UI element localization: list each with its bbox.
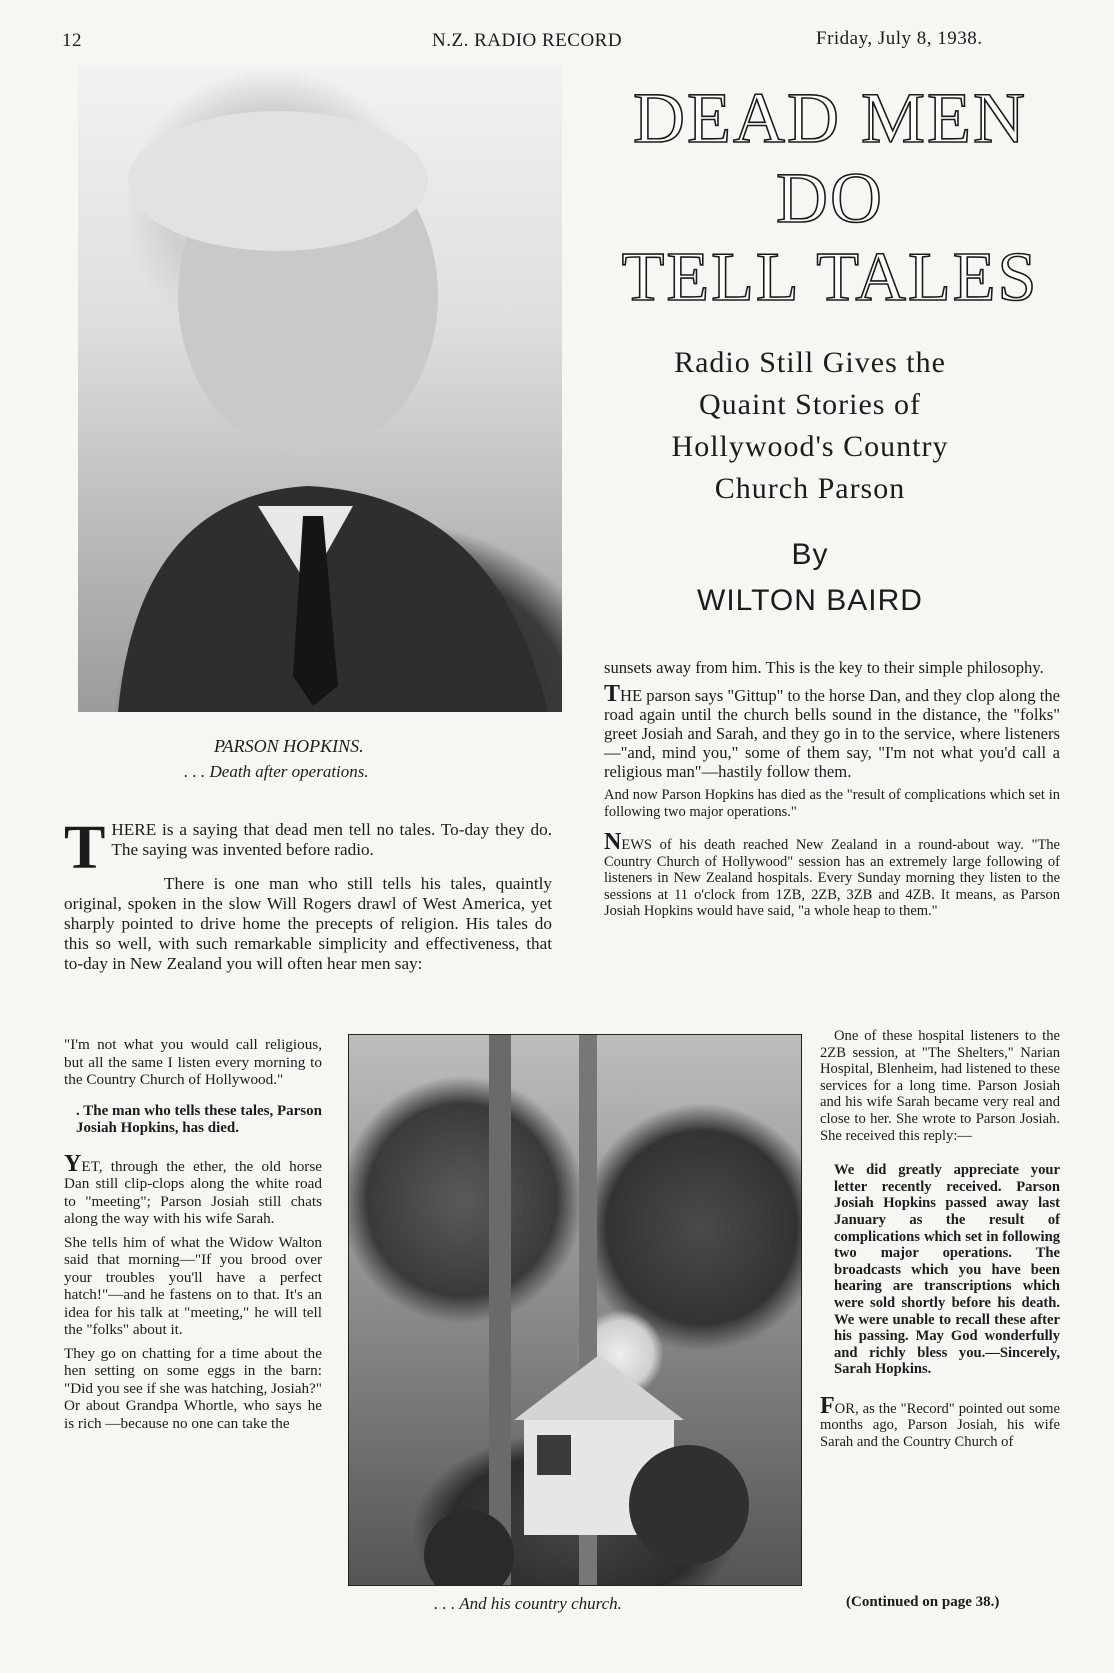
church-caption: . . . And his country church. xyxy=(434,1594,622,1613)
continued-note: (Continued on page 38.) xyxy=(846,1594,1000,1610)
country-church-photo xyxy=(348,1034,802,1586)
headline-line-3: TELL TALES xyxy=(621,239,1039,316)
portrait-caption-name: PARSON HOPKINS. xyxy=(214,736,364,756)
died-note: . The man who tells these tales, Parson Josiah Hopkins, has died. xyxy=(76,1102,322,1136)
parson-hopkins-photo xyxy=(78,66,562,712)
headline-line-1: DEAD MEN xyxy=(633,78,1027,158)
portrait-illustration xyxy=(78,66,562,712)
subtitle-line-3: Hollywood's Country xyxy=(671,430,949,463)
parson-paragraph: THE parson says "Gittup" to the horse Dan, and they clop along the road again until the church bells sound in the distance, the "folks" greet Josiah and Sarah, and they go in to the service, where listeners—"and, mind you," some of them say, "I'm not what you'd call a religious man"—hastily follow them. xyxy=(604,681,1060,781)
byline-author: WILTON BAIRD xyxy=(697,584,923,617)
church-illustration xyxy=(349,1035,801,1585)
chatting-paragraph: They go on chatting for a time about the hen setting on some eggs in the barn: "Did you see if she was hatching, Josiah?" Or about Grandpa Whortle, who says he is rich —because no one can take the xyxy=(64,1344,322,1432)
issue-date: Friday, July 8, 1938. xyxy=(816,28,983,49)
subtitle-line-1: Radio Still Gives the xyxy=(674,346,946,379)
intro-paragraph: THERE is a saying that dead men tell no tales. To-day they do. The saying was invented before radio. xyxy=(64,814,552,882)
and-now-paragraph: And now Parson Hopkins has died as the "result of complications which set in following two major operations." xyxy=(604,787,1060,820)
news-paragraph: NEWS of his death reached New Zealand in a round-about way. "The Country Church of Hollywood" session has an extremely large following of listeners in New Zealand hospitals. Every Sunday morning they listen to the sessions at 11 o'clock from 1ZB, 2ZB, 3ZB and 4ZB. It means, as Parson Josiah Hopkins would have said, "a whole heap to them." xyxy=(604,829,1060,919)
one-man-paragraph: There is one man who still tells his tales, quaintly original, spoken in the slow Will Rogers drawl of West America, yet sharply pointed to drive home the precepts of religion. His tales do this so well, with such remarkable simplicity and effectiveness, that to-day in New Zealand you will often hear men say: xyxy=(64,874,552,973)
sarah-letter: We did greatly appreciate your letter recently received. Parson Josiah Hopkins passed away last January as the result of complications which set in following two major operations. The broadcasts which you have been hearing are transcriptions which were sold shortly before his death. We were unable to recall these after his passing. May God wonderfully and richly bless you.—Sincerely, Sarah Hopkins. xyxy=(834,1162,1060,1378)
yet-paragraph: YET, through the ether, the old horse Dan still clip-clops along the white road to "meeting"; Parson Josiah still chats along the way with his wife Sarah. xyxy=(64,1150,322,1227)
portrait-caption-detail: . . . Death after operations. xyxy=(184,762,369,781)
hospital-listener-paragraph: One of these hospital listeners to the 2ZB session, at "The Shelters," Narian Hospital, Blenheim, had listened to these services for a long time. Parson Josiah and his wife Sarah became very real and close to her. She wrote to Parson Josiah. She received this reply:— xyxy=(820,1028,1060,1144)
headline-line-2: DO xyxy=(776,158,884,238)
page-number: 12 xyxy=(62,30,82,51)
subtitle-line-2: Quaint Stories of xyxy=(699,388,921,421)
listener-quote: "I'm not what you would call religious, but all the same I listen every morning to the Country Church of Hollywood." xyxy=(64,1036,322,1088)
subtitle-line-4: Church Parson xyxy=(714,472,906,505)
sunsets-paragraph: sunsets away from him. This is the key to their simple philosophy. xyxy=(604,658,1044,677)
publication-name: N.Z. RADIO RECORD xyxy=(432,30,623,51)
for-paragraph: FOR, as the "Record" pointed out some months ago, Parson Josiah, his wife Sarah and the Country Church of xyxy=(820,1392,1060,1451)
widow-paragraph: She tells him of what the Widow Walton said that morning—"If you brood over your troubles you'll have a perfect hatch!"—and he fastens on to that. It's an idea for his talk at "meeting," he will tell the "folks" about it. xyxy=(64,1233,322,1338)
byline-by: By xyxy=(791,538,829,571)
